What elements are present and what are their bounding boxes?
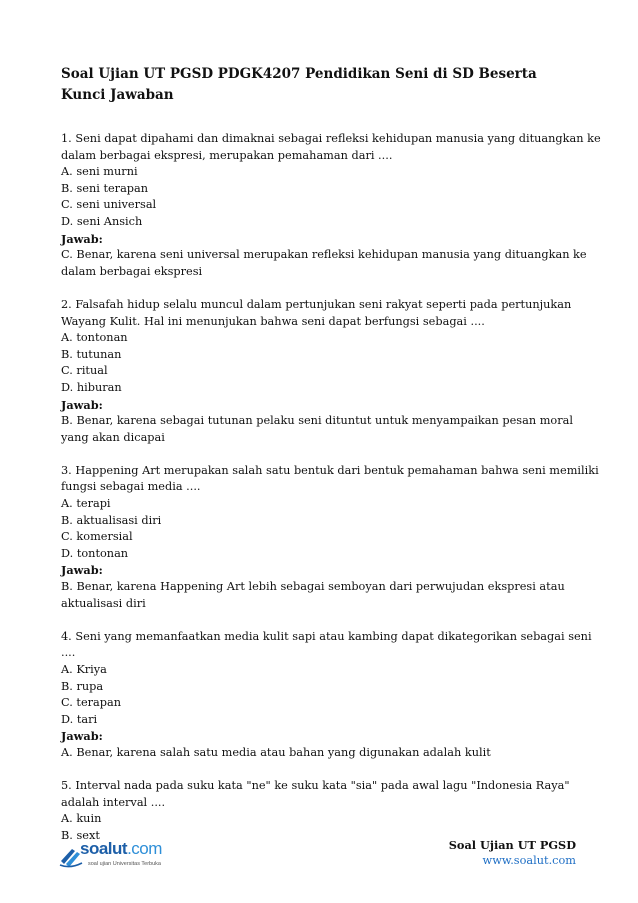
logo-main-text: soalut	[80, 839, 128, 858]
footer-title: Soal Ujian UT PGSD	[448, 838, 576, 852]
answer-label: Jawab:	[61, 231, 103, 246]
answer-option: D. seni Ansich	[61, 214, 143, 228]
answer-explanation-line: C. Benar, karena seni universal merupakan refleksi kehidupan manusia yang dituangkan ke	[61, 248, 587, 262]
question-stem-line: Wayang Kulit. Hal ini menunjukan bahwa seni dapat berfungsi sebagai ....	[61, 314, 485, 328]
question-block	[61, 131, 601, 280]
logo-tagline: soal ujian Universitas Terbuka	[88, 861, 161, 867]
answer-option: B. seni terapan	[61, 181, 149, 195]
question-stem-line: 4. Seni yang memanfaatkan media kulit sapi atau kambing dapat dikategorikan sebagai seni	[61, 629, 592, 643]
answer-explanation-line: B. Benar, karena Happening Art lebih sebagai semboyan dari perwujudan ekspresi atau	[61, 580, 565, 594]
question-list	[61, 131, 601, 861]
question-stem-line: 2. Falsafah hidup selalu muncul dalam pertunjukan seni rakyat seperti pada pertunjukan	[61, 297, 572, 311]
question-stem-line: dalam berbagai ekspresi, merupakan pemahaman dari ....	[61, 148, 393, 162]
answer-explanation-line: dalam berbagai ekspresi	[61, 264, 203, 278]
answer-option: D. tontonan	[61, 546, 129, 560]
answer-option: D. tari	[61, 712, 98, 726]
logo-wordmark	[80, 839, 162, 859]
answer-option: A. Kriya	[61, 663, 107, 676]
answer-option: D. hiburan	[61, 380, 122, 394]
question-stem-line: 1. Seni dapat dipahami dan dimaknai sebagai refleksi kehidupan manusia yang dituangkan ke	[61, 132, 601, 145]
logo-tld-text: .com	[127, 839, 162, 858]
question-block	[61, 297, 581, 446]
answer-explanation-line: A. Benar, karena salah satu media atau bahan yang digunakan adalah kulit	[61, 745, 491, 759]
answer-option: A. terapi	[61, 497, 111, 511]
question-block	[61, 463, 599, 612]
question-stem-line: fungsi sebagai media ....	[61, 480, 201, 494]
question-stem-line: 5. Interval nada pada suku kata "ne" ke suku kata "sia" pada awal lagu "Indonesia Raya"	[61, 779, 570, 793]
answer-option: C. terapan	[61, 696, 122, 710]
answer-option: B. aktualisasi diri	[61, 513, 162, 527]
answer-option: A. seni murni	[61, 165, 138, 179]
answer-option: B. tutunan	[61, 347, 122, 361]
answer-explanation-line: B. Benar, karena sebagai tutunan pelaku seni dituntut untuk menyampaikan pesan moral	[61, 414, 573, 428]
answer-option: B. sext	[61, 828, 100, 842]
footer-info	[449, 837, 576, 869]
document-title: Soal Ujian UT PGSD PDGK4207 Pendidikan Seni di SD Beserta Kunci Jawaban	[61, 66, 537, 103]
answer-option: B. rupa	[61, 679, 104, 693]
answer-option: C. ritual	[61, 364, 108, 378]
answer-explanation-line: yang akan dicapai	[61, 430, 165, 444]
question-block	[61, 778, 581, 844]
answer-label: Jawab:	[61, 397, 103, 412]
answer-label: Jawab:	[61, 563, 103, 578]
answer-option: C. komersial	[61, 530, 133, 544]
answer-option: A. kuin	[61, 812, 102, 826]
question-stem-line: ....	[61, 646, 76, 660]
answer-label: Jawab:	[61, 729, 103, 744]
soalut-logo	[58, 837, 176, 873]
answer-option: A. tontonan	[61, 331, 128, 345]
question-stem-line: 3. Happening Art merupakan salah satu bentuk dari bentuk pemahaman bahwa seni memiliki	[61, 463, 599, 477]
footer-url-link[interactable]: www.soalut.com	[482, 854, 576, 867]
answer-option: C. seni universal	[61, 198, 157, 212]
question-stem-line: adalah interval ....	[61, 795, 166, 809]
answer-explanation-line: aktualisasi diri	[61, 596, 146, 610]
question-block	[61, 629, 592, 762]
